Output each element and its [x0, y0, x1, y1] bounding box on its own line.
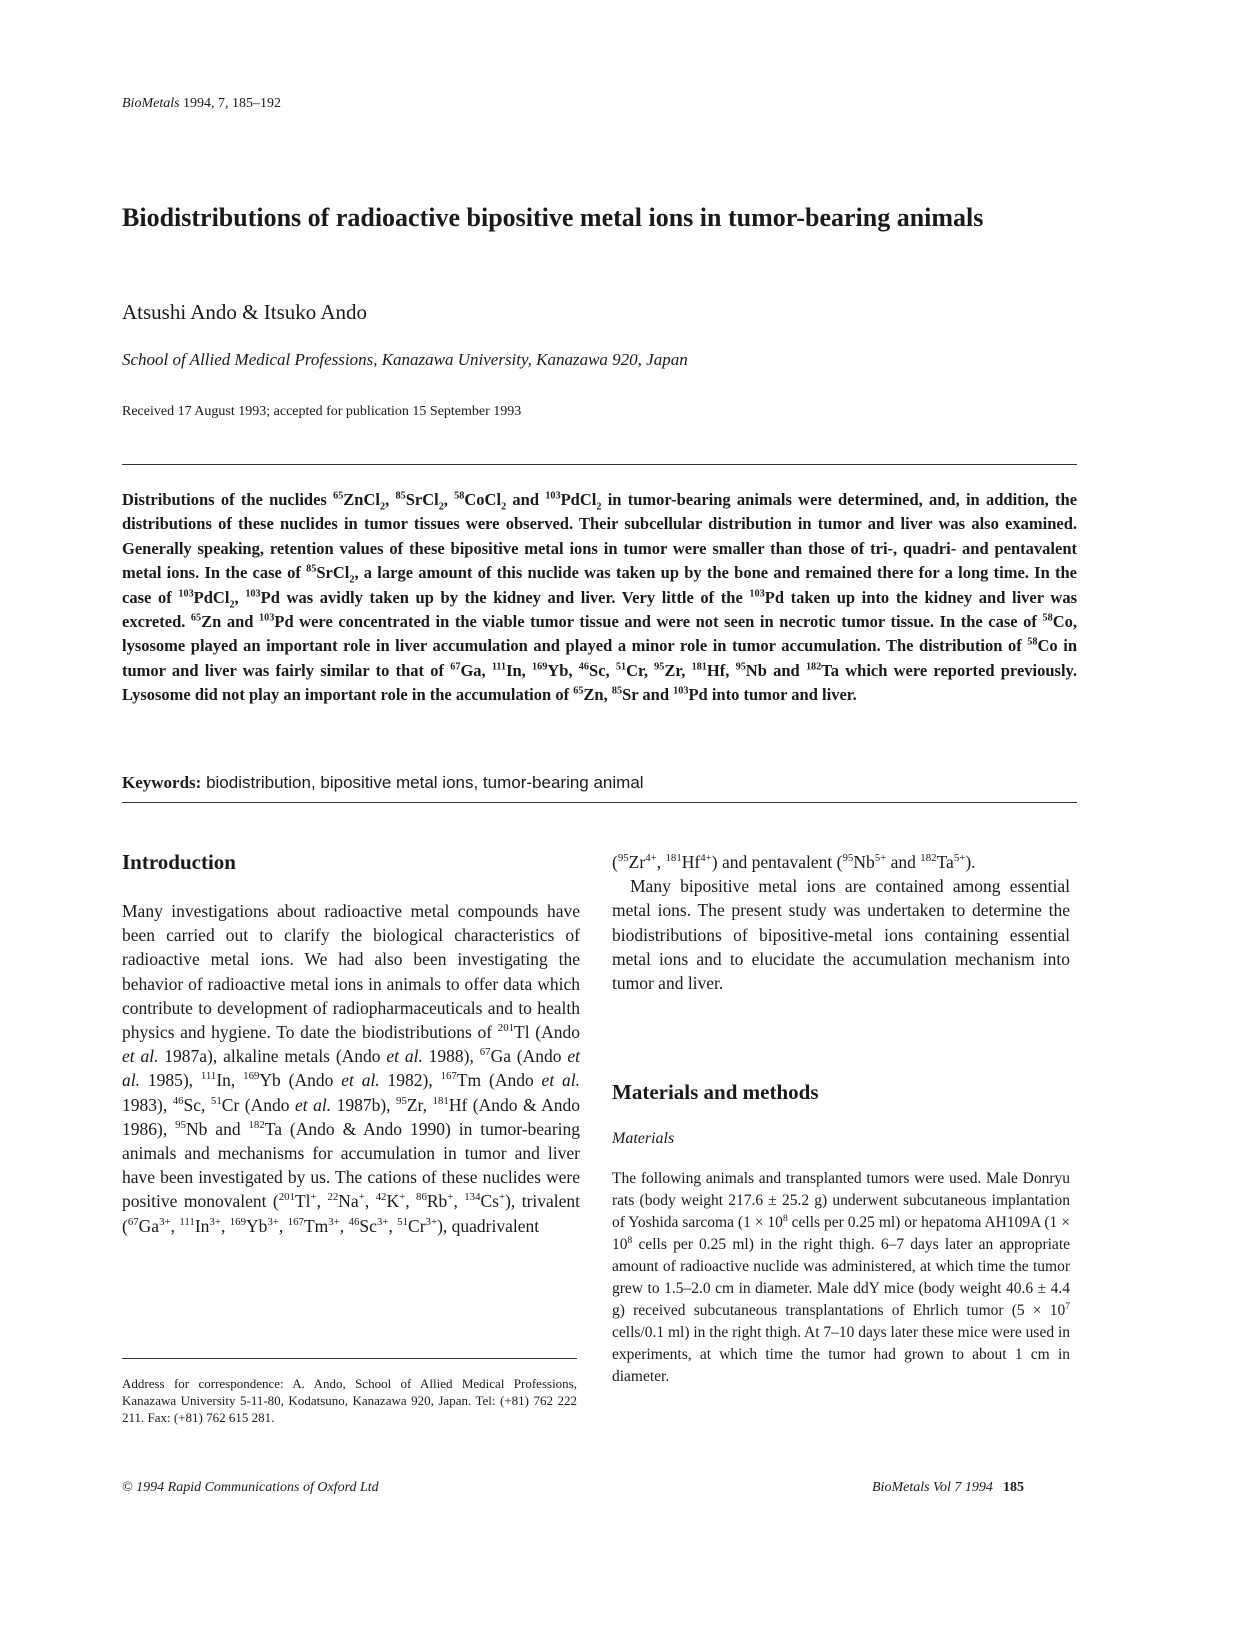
authors: Atsushi Ando & Itsuko Ando — [122, 300, 368, 324]
journal-citation — [122, 96, 281, 112]
introduction-text: Many investigations about radioactive metal compounds have been carried out to clarify the biological characteristics of radioactive metal ions. We had also been investigating the behavior of radioactive metal ions in animals to offer data which contribute to development of radiopharmaceuticals and to health physics and hygiene. To date the biodistributions of $^{201}$Tl (Ando et al. 1987a), alkaline metals (Ando et al. 1988), $^{67}$Ga (Ando et al. 1985), $^{111}$In, $^{169}$Yb (Ando et al. 1982), $^{167}$Tm (Ando et al. 1983), $^{46}$Sc, $^{51}$Cr (Ando et al. 1987b), $^{95}$Zr, $^{181}$Hf (Ando & Ando 1986), $^{95}$Nb and $^{182}$Ta (Ando & Ando 1990) in tumor-bearing animals and mechanisms for accumulation in tumor and liver have been investigated by us. The cations of these nuclides were positive monovalent ($^{201}$Tl+, $^{22}$Na+, $^{42}$K+, $^{86}$Rb+, $^{134}$Cs+), trivalent ($^{67}Ga^{3+}$, $^{111}In^{3+}$, $^{169}Yb^{3+}$, $^{167}Tm^{3+}$, $^{46}Sc^{3+}$, $^{51}Cr^{3+}$), quadrivalent — [122, 901, 581, 1236]
methods-heading: Materials and methods — [612, 1080, 819, 1104]
copyright-footer: © 1994 Rapid Communications of Oxford Ltd — [122, 1480, 379, 1495]
introduction-text-continued: ($^{95}Zr^{4+}$, $^{181}Hf^{4+}$) and pentavalent ($^{95}Nb^{5+}$ and $^{182}Ta^{5+}$). — [612, 852, 976, 872]
page-number: 185 — [1002, 1480, 1024, 1495]
keywords-bottom-rule — [122, 802, 1077, 803]
keywords-text: biodistribution, bipositive metal ions, tumor-bearing animal — [206, 773, 644, 792]
abstract: Distributions of the nuclides $^{65}$ZnCl$_2$, $^{85}$SrCl$_2$, $^{58}$CoCl$_2$ and $^{103}$PdCl$_2$ in tumor-bearing animals were determined, and, in addition, the distributions of these nuclides in tumor tissues were observed. Their subcellular distribution in tumor and liver was also examined. Generally speaking, retention values of these bipositive metal ions in tumor were smaller than those of tri-, quadri- and pentavalent metal ions. In the case of $^{85}$SrCl$_2$, a large amount of this nuclide was taken up by the bone and remained there for a long time. In the case of $^{103}$PdCl$_2$, $^{103}$Pd was avidly taken up by the kidney and liver. Very little of the $^{103}$Pd taken up into the kidney and liver was excreted. $^{65}$Zn and $^{103}$Pd were concentrated in the viable tumor tissue and were not seen in necrotic tumor tissue. In the case of $^{58}$Co, lysosome played an important role in liver accumulation and played a minor role in tumor accumulation. The distribution of $^{58}$Co in tumor and liver was fairly similar to that of $^{67}$Ga, $^{111}$In, $^{169}$Yb, $^{46}$Sc, $^{51}$Cr, $^{95}$Zr, $^{181}$Hf, $^{95}$Nb and $^{182}$Ta which were reported previously. Lysosome did not play an important role in the accumulation of $^{65}$Zn, $^{85}$Sr and $^{103}$Pd into tumor and liver. — [122, 490, 1078, 705]
journal-footer — [872, 1480, 1024, 1496]
received-dates: Received 17 August 1993; accepted for publication 15 September 1993 — [122, 404, 522, 419]
correspondence-footnote: Address for correspondence: A. Ando, School of Allied Medical Professions, Kanazawa University 5-11-80, Kodatsuno, Kanazawa 920, Japan. Tel: (+81) 762 222 211. Fax: (+81) 762 615 281. — [122, 1376, 577, 1425]
introduction-para-2: Many bipositive metal ions are contained among essential metal ions. The present study was undertaken to determine the biodistributions of bipositive-metal ions containing essential metal ions and to elucidate the accumulation mechanism into tumor and liver. — [612, 876, 1070, 994]
affiliation: School of Allied Medical Professions, Kanazawa University, Kanazawa 920, Japan — [122, 350, 688, 369]
journal-issue: BioMetals Vol 7 1994 — [872, 1480, 993, 1495]
journal-name: BioMetals — [122, 96, 180, 111]
abstract-top-rule — [122, 464, 1077, 465]
paper-title: Biodistributions of radioactive bipositive metal ions in tumor-bearing animals — [122, 203, 984, 232]
keywords-label: Keywords: — [122, 773, 202, 792]
introduction-column-2 — [612, 850, 1070, 995]
introduction-para-1 — [122, 899, 580, 1238]
keywords — [122, 773, 644, 793]
journal-volume-pages: 1994, 7, 185–192 — [183, 96, 282, 111]
materials-text: The following animals and transplanted tumors were used. Male Donryu rats (body weight 217.6 ± 25.2 g) underwent subcutaneous implantation of Yoshida sarcoma ($1 \times 10^8$ cells per 0.25 ml) or hepatoma AH109A ($1 \times 10^8$ cells per 0.25 ml) in the right thigh. 6–7 days later an appropriate amount of radioactive nuclide was administered, at which time the tumor grew to 1.5–2.0 cm in diameter. Male ddY mice (body weight 40.6 ± 4.4 g) received subcutaneous transplantations of Ehrlich tumor ($5 \times 10^7$ cells/0.1 ml) in the right thigh. At 7–10 days later these mice were used in experiments, at which time the tumor had grown to about 1 cm in diameter. — [612, 1170, 1071, 1385]
materials-subheading: Materials — [612, 1130, 675, 1147]
footnote-rule — [122, 1358, 577, 1359]
introduction-heading: Introduction — [122, 850, 236, 874]
